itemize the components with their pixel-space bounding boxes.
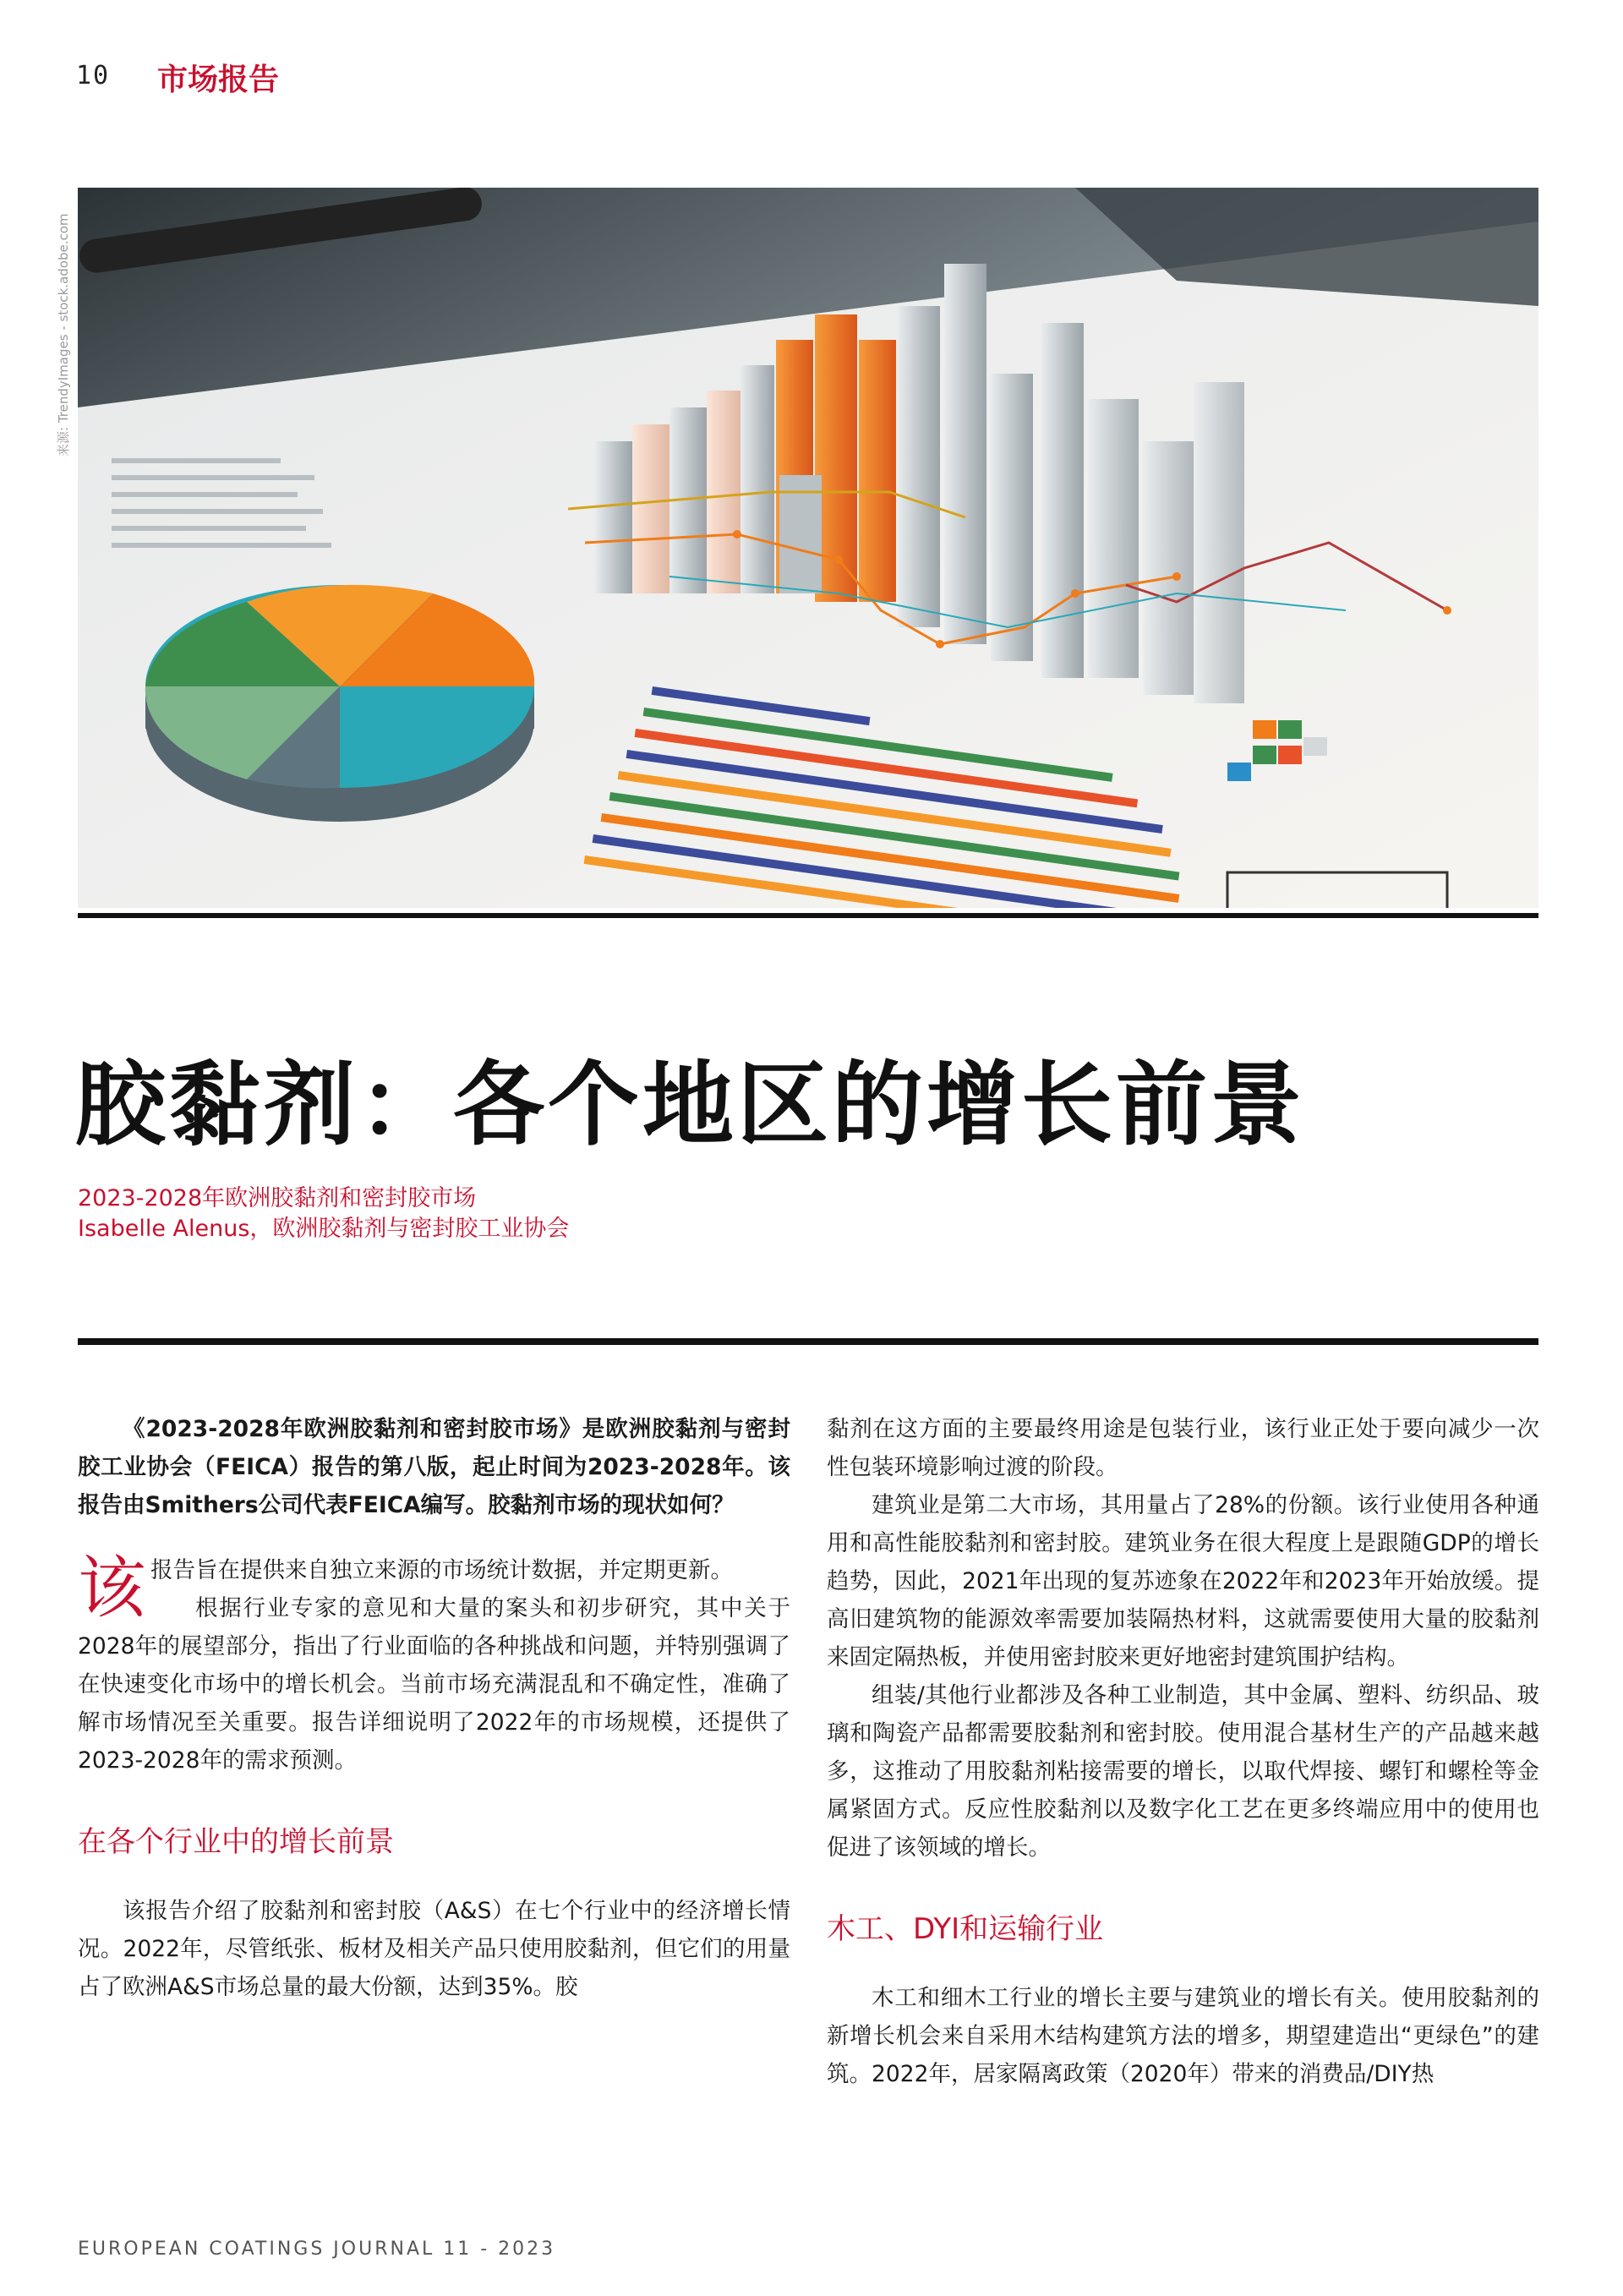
drop-cap: 该	[78, 1549, 145, 1627]
article-subtitle	[78, 1184, 1092, 1244]
footer-journal: EUROPEAN COATINGS JOURNAL 11 - 2023	[78, 2239, 556, 2260]
paragraph-r4: 木工和细木工行业的增长主要与建筑业的增长有关。使用胶黏剂的新增长机会来自采用木结构建筑方法的增多，期望建造出“更绿色”的建筑。2022年，居家隔离政策（2020年）带来的消费品/DIY热	[827, 1985, 1539, 2087]
paragraph-1	[78, 1549, 790, 1627]
subtitle-line-1: 2023-2028年欧洲胶黏剂和密封胶市场	[78, 1185, 477, 1211]
section-heading-industries: 在各个行业中的增长前景	[78, 1825, 394, 1859]
section-heading-woodworking: 木工、DYI和运输行业	[827, 1912, 1104, 1946]
page-number: 10	[76, 61, 111, 90]
column-right	[827, 1410, 1539, 2093]
section-label: 市场报告	[157, 63, 280, 97]
paragraph-r3: 组装/其他行业都涉及各种工业制造，其中金属、塑料、纺织品、玻璃和陶瓷产品都需要胶黏剂和密封胶。使用混合基材生产的产品越来越多，这推动了用胶黏剂粘接需要的增长，以取代焊接、螺钉和螺栓等金属紧固方式。反应性胶黏剂以及数字化工艺在更多终端应用中的使用也促进了该领域的增长。	[827, 1682, 1539, 1861]
paragraph-r2: 建筑业是第二大市场，其用量占了28%的份额。该行业使用各种通用和高性能胶黏剂和密封胶。建筑业务在很大程度上是跟随GDP的增长趋势，因此，2021年出现的复苏迹象在2022年和2023年开始放缓。提高旧建筑物的能源效率需要加装隔热材料，这就需要使用大量的胶黏剂来固定隔热板，并使用密封胶来更好地密封建筑围护结构。	[827, 1492, 1539, 1670]
article-title: 胶黏剂：各个地区的增长前景	[74, 1052, 1306, 1158]
paragraph-2: 根据行业专家的意见和大量的案头和初步研究，其中关于2028年的展望部分，指出了行业面临的各种挑战和问题，并特别强调了在快速变化市场中的增长机会。当前市场充满混乱和不确定性，准确了解市场情况至关重要。报告详细说明了2022年的市场规模，还提供了2023-2028年的需求预测。	[78, 1595, 790, 1774]
paragraph-3: 该报告介绍了胶黏剂和密封胶（A&S）在七个行业中的经济增长情况。2022年，尽管纸张、板材及相关产品只使用胶黏剂，但它们的用量占了欧洲A&S市场总量的最大份额，达到35%。胶	[78, 1898, 790, 2000]
image-credit: 来源: TrendyImages - stock.adobe.com	[56, 213, 71, 456]
pie-chart-3d	[145, 585, 534, 822]
paragraph-1-text: 报告旨在提供来自独立来源的市场统计数据，并定期更新。	[150, 1557, 733, 1583]
paragraph-r1: 黏剂在这方面的主要最终用途是包装行业，该行业正处于要向减少一次性包装环境影响过渡的阶段。	[827, 1416, 1539, 1480]
hero-image	[78, 188, 1538, 918]
title-divider	[78, 1338, 1538, 1345]
hero-illustration	[78, 188, 1538, 908]
subtitle-line-2: Isabelle Alenus，欧洲胶黏剂与密封胶工业协会	[78, 1216, 570, 1242]
column-left	[78, 1410, 790, 2006]
lead-paragraph: 《2023-2028年欧洲胶黏剂和密封胶市场》是欧洲胶黏剂与密封胶工业协会（FEICA）报告的第八版，起止时间为2023-2028年。该报告由Smithers公司代表FEICA编写。胶黏剂市场的现状如何？	[78, 1416, 790, 1518]
